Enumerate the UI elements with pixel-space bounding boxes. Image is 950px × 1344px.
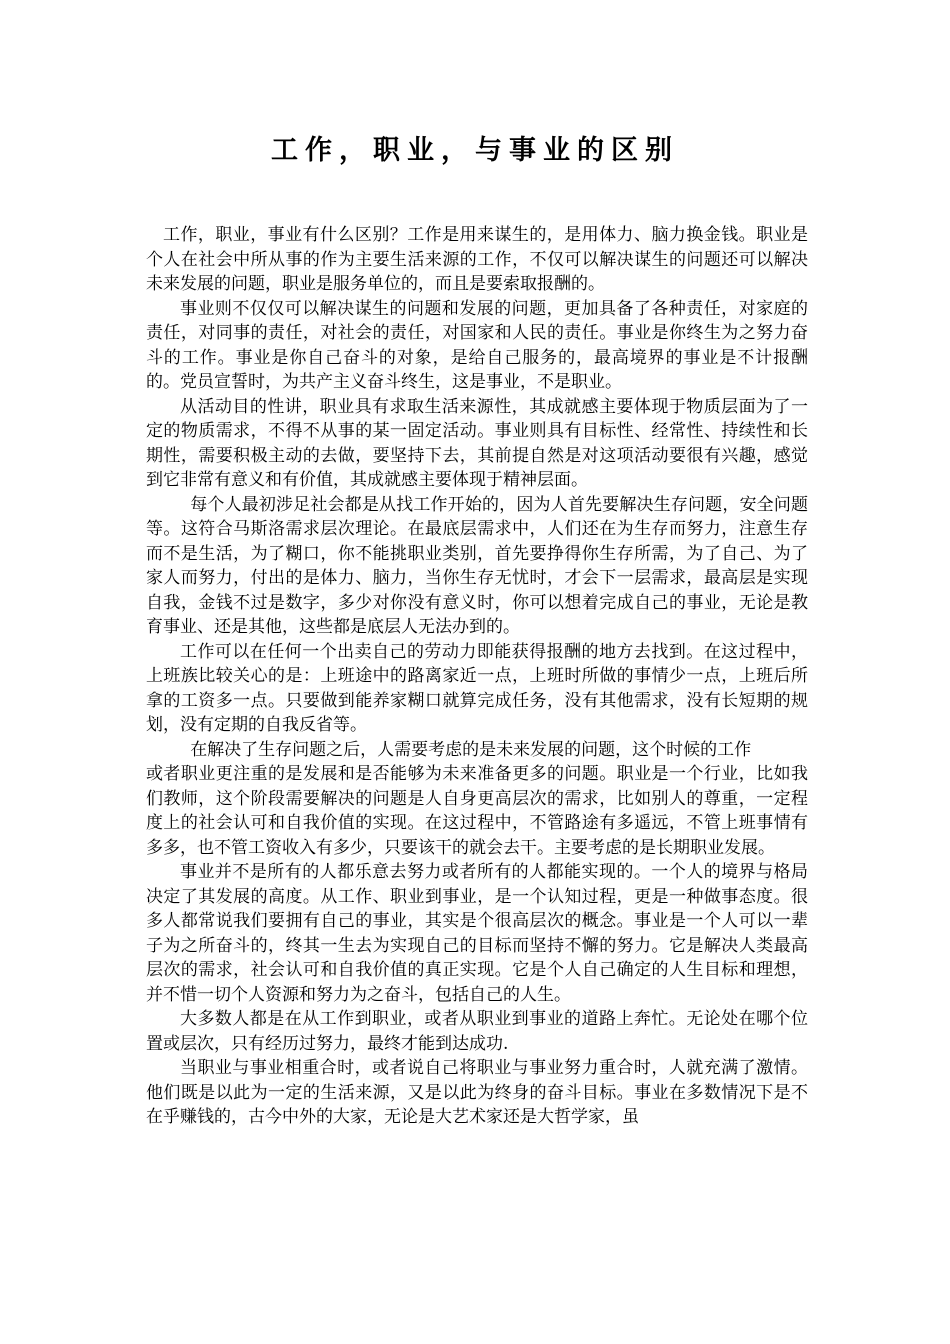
paragraph-9: 大多数人都是在从工作到职业，或者从职业到事业的道路上奔忙。无论处在哪个位置或层次，只有经历过努力，最终才能到达成功.: [146, 1009, 808, 1054]
paragraph-8: 事业并不是所有的人都乐意去努力或者所有的人都能实现的。一个人的境界与格局决定了其发展的高度。从工作、职业到事业，是一个认知过程，更是一种做事态度。很多人都常说我们要拥有自己的事业，其实是个很高层次的概念。事业是一个人可以一辈子为之所奋斗的，终其一生去为实现自己的目标而坚持不懈的努力。它是解决人类最高层次的需求，社会认可和自我价值的真正实现。它是个人自己确定的人生目标和理想，并不惜一切个人资源和努力为之奋斗，包括自己的人生。: [146, 862, 808, 1005]
paragraph-1: 工作，职业，事业有什么区别？工作是用来谋生的，是用体力、脑力换金钱。职业是个人在社会中所从事的作为主要生活来源的工作，不仅可以解决谋生的问题还可以解决未来发展的问题，职业是服务单位的，而且是要索取报酬的。: [146, 225, 808, 294]
document-body: [146, 223, 808, 1130]
paragraph-10: 当职业与事业相重合时，或者说自己将职业与事业努力重合时，人就充满了激情。他们既是以此为一定的生活来源，又是以此为终身的奋斗目标。事业在多数情况下是不在乎赚钱的，古今中外的大家，无论是大艺术家还是大哲学家，虽: [146, 1058, 808, 1127]
paragraph-2: 事业则不仅仅可以解决谋生的问题和发展的问题，更加具备了各种责任，对家庭的责任，对同事的责任，对社会的责任，对国家和人民的责任。事业是你终生为之努力奋斗的工作。事业是你自己奋斗的对象，是给自己服务的，最高境界的事业是不计报酬的。党员宣誓时，为共产主义奋斗终生，这是事业，不是职业。: [146, 298, 808, 392]
paragraph-4: 每个人最初涉足社会都是从找工作开始的，因为人首先要解决生存问题，安全问题等。这符合马斯洛需求层次理论。在最底层需求中，人们还在为生存而努力，注意生存而不是生活，为了糊口，你不能挑职业类别，首先要挣得你生存所需，为了自己、为了家人而努力，付出的是体力、脑力，当你生存无忧时，才会下一层需求，最高层是实现自我，金钱不过是数字，多少对你没有意义时，你可以想着完成自己的事业，无论是教育事业、还是其他，这些都是底层人无法办到的。: [146, 494, 808, 637]
paragraph-6: 在解决了生存问题之后，人需要考虑的是未来发展的问题，这个时候的工作: [190, 739, 752, 760]
document-title: 工作，职业，与事业的区别: [271, 135, 679, 166]
paragraph-3: 从活动目的性讲，职业具有求取生活来源性，其成就感主要体现于物质层面为了一定的物质需求，不得不从事的某一固定活动。事业则具有目标性、经常性、持续性和长期性，需要积极主动的去做，要坚持下去，其前提自然是对这项活动要很有兴趣，感觉到它非常有意义和有价值，其成就感主要体现于精神层面。: [146, 396, 808, 490]
paragraph-5: 工作可以在任何一个出卖自己的劳动力即能获得报酬的地方去找到。在这过程中，上班族比较关心的是：上班途中的路离家近一点，上班时所做的事情少一点，上班后所拿的工资多一点。只要做到能养家糊口就算完成任务，没有其他需求，没有长短期的规划，没有定期的自我反省等。: [146, 641, 808, 735]
paragraph-7: 或者职业更注重的是发展和是否能够为未来准备更多的问题。职业是一个行业，比如我们教师，这个阶段需要解决的问题是人自身更高层次的需求，比如别人的尊重，一定程度上的社会认可和自我价值的实现。在这过程中，不管路途有多遥远，不管上班事情有多多，也不管工资收入有多少，只要该干的就会去干。主要考虑的是长期职业发展。: [146, 764, 808, 858]
